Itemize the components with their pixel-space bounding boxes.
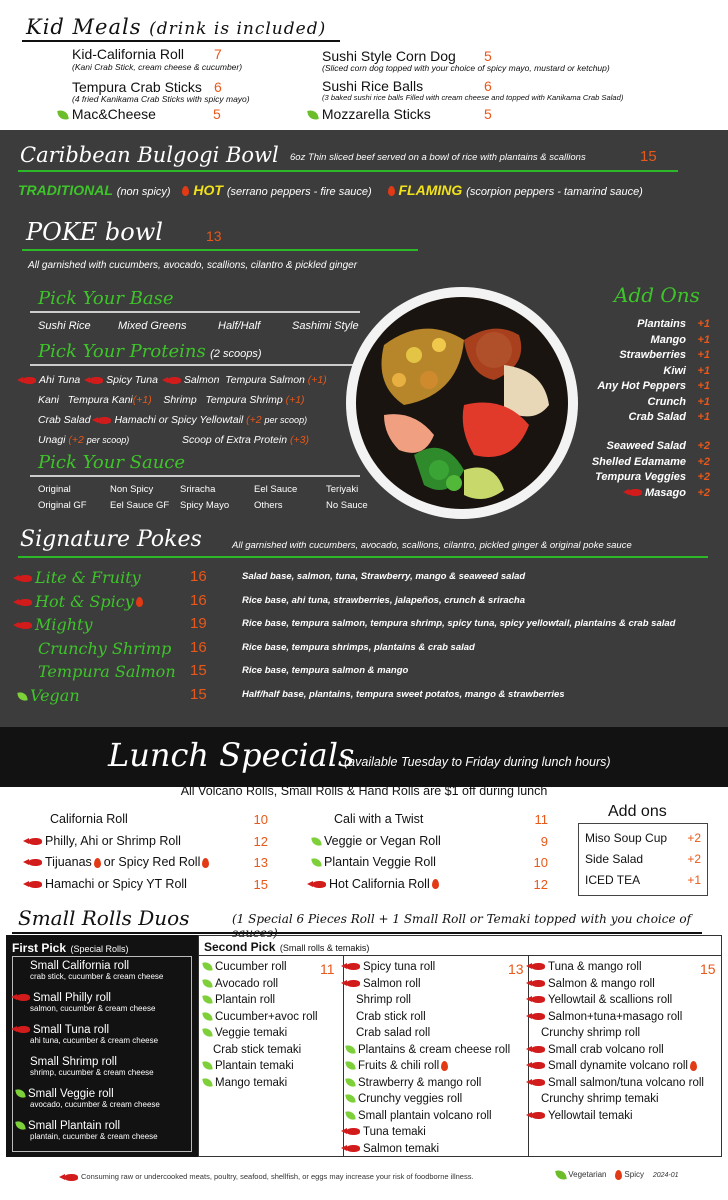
add-on-price: +1 xyxy=(697,380,710,392)
second-pick-item xyxy=(346,1060,526,1077)
first-pick-item xyxy=(16,1088,192,1120)
second-pick-item xyxy=(531,1077,721,1094)
lunch-item-name: Hamachi or Spicy YT Roll xyxy=(45,876,187,891)
raw-fish-icon xyxy=(531,1062,545,1069)
kid-item: Sushi Style Corn Dog 5 xyxy=(322,48,492,64)
lunch-addon xyxy=(585,870,701,891)
raw-fish-icon xyxy=(312,881,326,888)
kid-item: Mozzarella Sticks 5 xyxy=(308,106,431,122)
second-pick-name: Fruits & chili roll xyxy=(358,1060,440,1072)
spicy-flame-icon xyxy=(136,597,143,607)
first-pick-name-text: Small Tuna roll xyxy=(33,1024,110,1036)
second-pick-item xyxy=(346,1077,526,1094)
add-ons-list-2 xyxy=(540,440,710,502)
raw-fish-icon xyxy=(346,1128,360,1135)
kid-item: Kid-California Roll 7 xyxy=(72,46,222,62)
raw-fish-icon xyxy=(531,980,545,987)
first-pick-name-text: Small Philly roll xyxy=(33,992,111,1004)
vegetarian-leaf-icon xyxy=(345,1044,355,1054)
kid-item-desc: (4 fried Kanikama Crab Sticks with spicy mayo) xyxy=(72,94,250,104)
signature-desc: Rice base, tempura shrimps, plantains & crab salad xyxy=(242,641,475,653)
signature-name xyxy=(18,592,143,611)
footer-legend: Vegetarian Spicy 2024-01 xyxy=(556,1170,679,1180)
first-pick-item xyxy=(16,1056,192,1088)
lunch-item-price: 15 xyxy=(253,876,268,892)
first-pick-name-text: Small California roll xyxy=(30,960,130,972)
raw-fish-icon xyxy=(346,980,360,987)
bases: Sushi Rice Mixed Greens Half/Half Sashimi Style xyxy=(38,320,359,332)
lunch-addon xyxy=(585,849,701,870)
add-on-price: +1 xyxy=(697,411,710,423)
second-pick-item xyxy=(203,1011,343,1028)
kid-item: Sushi Rice Balls 6 xyxy=(322,78,492,94)
signature-name xyxy=(18,686,80,705)
add-on-price: +1 xyxy=(697,395,710,408)
first-pick-name-text: Small Plantain roll xyxy=(28,1120,121,1132)
first-pick-item xyxy=(16,1024,192,1056)
first-pick-name xyxy=(16,1024,192,1036)
lunch-item-price: 10 xyxy=(533,855,548,870)
second-pick-name: Avocado roll xyxy=(215,977,279,990)
second-pick-name: Yellowtail temaki xyxy=(548,1109,633,1122)
second-pick-title: Second Pick (Small rolls & temakis) xyxy=(204,940,370,954)
add-on-name: Strawberries xyxy=(619,349,686,361)
first-pick-name xyxy=(16,992,192,1004)
vegetarian-leaf-icon xyxy=(311,857,321,867)
lunch-right-list xyxy=(312,812,548,898)
add-on-name: Tempura Veggies xyxy=(595,471,686,483)
lunch-banner: All Volcano Rolls, Small Rolls & Hand Rolls are $1 off during lunch xyxy=(180,784,548,798)
vegetarian-leaf-icon xyxy=(345,1077,355,1087)
first-pick-desc: salmon, cucumber & cream cheese xyxy=(30,1004,156,1013)
kid-meals-heading: Kid Meals xyxy=(26,15,142,39)
add-on-name: Mango xyxy=(650,333,686,346)
second-pick-item xyxy=(346,1011,526,1028)
signature-price: 19 xyxy=(190,615,207,632)
spicy-flame-icon xyxy=(441,1061,448,1071)
second-pick-name: Tuna temaki xyxy=(363,1126,426,1138)
raw-fish-icon xyxy=(531,963,545,970)
first-pick-desc: avocado, cucumber & cream cheese xyxy=(30,1100,160,1109)
add-on-price: +2 xyxy=(697,471,710,483)
lunch-item-name: Plantain Veggie Roll xyxy=(324,855,436,869)
pick-proteins-title: Pick Your Proteins (2 scoops) xyxy=(38,341,262,362)
second-pick-name: Crab stick roll xyxy=(356,1010,426,1023)
lunch-item-name: or Spicy Red Roll xyxy=(103,855,201,869)
second-pick-name: Salmon roll xyxy=(363,977,421,990)
vegetarian-leaf-icon xyxy=(555,1169,567,1181)
signature-item xyxy=(18,592,718,616)
lunch-addon-price: +1 xyxy=(687,873,701,887)
signature-name-text: Vegan xyxy=(30,685,80,705)
vegetarian-leaf-icon xyxy=(15,1121,25,1131)
second-pick-name: Crunchy veggies roll xyxy=(358,1093,463,1105)
second-pick-item xyxy=(346,1110,526,1127)
lunch-item xyxy=(28,834,268,856)
second-col-2 xyxy=(346,961,526,1159)
signature-list xyxy=(18,568,718,709)
second-pick-name: Small crab volcano roll xyxy=(548,1043,664,1056)
signature-price: 16 xyxy=(190,568,207,585)
first-pick-name-text: Small Shrimp roll xyxy=(30,1056,117,1068)
lunch-item xyxy=(28,812,268,834)
add-on-price: +1 xyxy=(697,333,710,346)
raw-fish-icon xyxy=(346,963,360,970)
vegetarian-leaf-icon xyxy=(307,110,319,122)
spice-levels: TRADITIONAL (non spicy) HOT (serrano peppers - fire sauce) FLAMING (scorpion peppers - tamarind sauce) xyxy=(18,182,643,198)
signature-name xyxy=(18,568,141,587)
first-pick-name xyxy=(16,1088,192,1100)
first-pick-desc: shrimp, cucumber & cream cheese xyxy=(30,1068,154,1077)
second-pick-name: Cucumber roll xyxy=(215,961,287,973)
add-on-name: Any Hot Peppers xyxy=(597,380,686,392)
add-ons-list-1 xyxy=(560,318,710,427)
raw-fish-icon xyxy=(28,881,42,888)
signature-price: 15 xyxy=(190,662,207,679)
signature-name-text: Tempura Salmon xyxy=(38,662,176,681)
first-pick-desc: ahi tuna, cucumber & cream cheese xyxy=(30,1036,159,1045)
signature-name-text: Lite & Fruity xyxy=(35,568,141,587)
add-ons-title: Add Ons xyxy=(614,283,700,307)
lunch-item-price: 12 xyxy=(533,876,548,892)
second-pick-item xyxy=(346,1044,526,1061)
second-pick-item xyxy=(531,1044,721,1061)
second-pick-item xyxy=(203,994,343,1011)
signature-price: 15 xyxy=(190,685,207,703)
second-pick-item xyxy=(531,961,721,978)
add-on-name: Crunch xyxy=(647,395,686,408)
add-on-item xyxy=(560,349,710,365)
vegetarian-leaf-icon xyxy=(57,110,69,122)
second-pick-name: Crab salad roll xyxy=(356,1027,431,1039)
lunch-item-name: Cali with a Twist xyxy=(334,812,424,826)
lunch-item xyxy=(312,834,548,856)
lunch-addon xyxy=(585,828,701,849)
raw-fish-icon xyxy=(531,1079,545,1086)
vegetarian-leaf-icon xyxy=(202,978,212,988)
vegetarian-leaf-icon xyxy=(15,1089,25,1099)
add-on-price: +1 xyxy=(697,318,710,330)
add-on-item xyxy=(560,411,710,427)
first-pick-name xyxy=(16,1120,192,1132)
lunch-item-price: 11 xyxy=(534,812,548,827)
spicy-flame-icon xyxy=(94,858,101,868)
lunch-note: (available Tuesday to Friday during lunch hours) xyxy=(344,755,611,769)
add-on-price: +1 xyxy=(697,349,710,361)
raw-fish-icon xyxy=(346,1145,360,1152)
spicy-flame-icon xyxy=(432,879,439,889)
second-pick-name: Yellowtail & scallions roll xyxy=(548,994,673,1006)
signature-desc: Rice base, ahi tuna, strawberries, jalapeños, crunch & sriracha xyxy=(242,594,526,606)
lunch-item xyxy=(312,877,548,899)
second-pick-name: Veggie temaki xyxy=(215,1027,288,1039)
second-pick-name: Spicy tuna roll xyxy=(363,961,436,973)
add-on-price: +2 xyxy=(697,440,710,452)
vegetarian-leaf-icon xyxy=(202,1028,212,1038)
proteins-row-3: Crab Salad Hamachi or Spicy Yellowtail (+2 per scoop) xyxy=(38,414,308,426)
signature-garnish: All garnished with cucumbers, avocado, scallions, cilantro, pickled ginger & original poke sauce xyxy=(232,540,632,551)
second-pick-name: Tuna & mango roll xyxy=(548,961,642,973)
second-pick-name: Crab stick temaki xyxy=(213,1043,302,1056)
lunch-item-name: Veggie or Vegan Roll xyxy=(324,833,441,848)
second-pick-item xyxy=(531,978,721,995)
col3-price: 15 xyxy=(700,961,716,977)
second-pick-name: Salmon & mango roll xyxy=(548,977,655,990)
add-on-name: Masago xyxy=(645,486,686,499)
signature-item xyxy=(18,686,718,710)
add-on-name: Plantains xyxy=(637,318,686,330)
lunch-item-name: California Roll xyxy=(50,812,128,826)
bulgogi-title: Caribbean Bulgogi Bowl xyxy=(20,143,279,167)
footer-warning: Consuming raw or undercooked meats, poultry, seafood, shellfish, or eggs may increase your risk of foodborne illness. xyxy=(64,1172,474,1181)
add-on-name: Seaweed Salad xyxy=(606,440,686,452)
raw-fish-icon xyxy=(531,1046,545,1053)
signature-name xyxy=(18,639,171,658)
raw-fish-icon xyxy=(89,377,103,384)
second-col-1 xyxy=(203,961,343,1093)
pick-sauce-title: Pick Your Sauce xyxy=(38,452,186,473)
second-pick-name: Small dynamite volcano roll xyxy=(548,1060,688,1072)
signature-desc: Rice base, tempura salmon, tempura shrimp, spicy tuna, spicy yellowtail, plantains & crab salad xyxy=(242,618,676,629)
kid-item-desc: (3 baked sushi rice balls Filled with cream cheese and topped with Kanikama Crab Salad) xyxy=(322,93,624,102)
add-on-name: Shelled Edamame xyxy=(591,455,686,468)
kid-meals-note: (drink is included) xyxy=(149,19,327,39)
add-on-item xyxy=(560,396,710,412)
second-pick-name: Plantains & cream cheese roll xyxy=(358,1043,511,1056)
kid-item: Mac&Cheese 5 xyxy=(58,106,156,122)
sauces-row-1: Original Non Spicy Sriracha Eel Sauce Teriyaki xyxy=(38,484,359,495)
second-pick-name: Small plantain volcano roll xyxy=(358,1109,492,1122)
poke-title: POKE bowl xyxy=(26,218,163,246)
second-pick-name: Strawberry & mango roll xyxy=(358,1076,482,1089)
col1-price: 11 xyxy=(320,961,335,977)
second-pick-name: Crunchy shrimp temaki xyxy=(541,1093,659,1105)
lunch-addons-box xyxy=(578,823,708,896)
second-pick-item xyxy=(203,1027,343,1044)
second-pick-item xyxy=(203,961,343,978)
first-pick-item xyxy=(16,960,192,992)
raw-fish-icon xyxy=(22,377,36,384)
add-on-item xyxy=(560,334,710,350)
signature-name xyxy=(18,662,176,681)
second-pick-name: Small salmon/tuna volcano roll xyxy=(548,1076,704,1089)
second-pick-name: Mango temaki xyxy=(215,1076,288,1089)
first-pick-item xyxy=(16,1120,192,1152)
first-pick-title: First Pick (Special Rolls) xyxy=(12,941,129,955)
add-on-name: Kiwi xyxy=(663,364,686,377)
lunch-item xyxy=(28,877,268,899)
spicy-flame-icon xyxy=(615,1170,622,1180)
second-pick-item xyxy=(531,1027,721,1044)
second-pick-item xyxy=(346,1126,526,1143)
raw-fish-icon xyxy=(628,489,642,496)
lunch-addon-price: +2 xyxy=(687,831,701,845)
first-pick-list xyxy=(16,960,192,1152)
raw-fish-icon xyxy=(531,1112,545,1119)
second-pick-item xyxy=(531,1110,721,1127)
first-pick-desc: plantain, cucumber & cream cheese xyxy=(30,1132,158,1141)
signature-item xyxy=(18,662,718,686)
vegetarian-leaf-icon xyxy=(202,1061,212,1071)
vegetarian-leaf-icon xyxy=(202,1077,212,1087)
raw-fish-icon xyxy=(167,377,181,384)
raw-fish-icon xyxy=(18,599,32,606)
col2-price: 13 xyxy=(508,961,524,977)
spicy-flame-icon xyxy=(388,186,395,196)
lunch-addon-price: +2 xyxy=(687,852,701,866)
vegetarian-leaf-icon xyxy=(202,962,212,972)
add-on-item xyxy=(560,318,710,334)
signature-item xyxy=(18,568,718,592)
signature-price: 16 xyxy=(190,591,207,609)
second-pick-name: Plantain roll xyxy=(215,994,276,1006)
add-on-item xyxy=(540,440,710,456)
lunch-item-price: 13 xyxy=(253,855,268,870)
lunch-addon-name: Miso Soup Cup xyxy=(585,831,668,845)
signature-name-text: Crunchy Shrimp xyxy=(38,638,172,658)
signature-desc: Salad base, salmon, tuna, Strawberry, mango & seaweed salad xyxy=(242,571,526,582)
add-on-item xyxy=(560,365,710,381)
second-pick-item xyxy=(531,1060,721,1077)
lunch-item xyxy=(28,855,268,877)
raw-fish-icon xyxy=(64,1174,78,1181)
second-pick-item xyxy=(203,978,343,995)
signature-title: Signature Pokes xyxy=(20,527,202,552)
second-pick-name: Salmon temaki xyxy=(363,1142,440,1155)
proteins-row-1: Ahi Tuna Spicy Tuna Salmon Tempura Salmon (+1) xyxy=(22,374,327,386)
add-on-name: Crab Salad xyxy=(628,411,686,423)
first-pick-name xyxy=(16,1056,192,1068)
second-pick-item xyxy=(531,994,721,1011)
spicy-flame-icon xyxy=(202,858,209,868)
second-pick-item xyxy=(346,1027,526,1044)
lunch-addon-name: ICED TEA xyxy=(585,873,641,887)
signature-desc: Half/half base, plantains, tempura sweet potatos, mango & strawberries xyxy=(242,688,565,700)
raw-fish-icon xyxy=(18,575,32,582)
second-pick-item xyxy=(203,1077,343,1094)
second-col-3 xyxy=(531,961,721,1126)
second-pick-name: Salmon+tuna+masago roll xyxy=(548,1010,683,1023)
second-pick-item xyxy=(531,1093,721,1110)
lunch-item-name: Hot California Roll xyxy=(329,876,430,891)
second-pick-item xyxy=(531,1011,721,1028)
bulgogi-price: 15 xyxy=(640,148,657,165)
signature-price: 16 xyxy=(190,638,207,656)
first-pick-name-text: Small Veggie roll xyxy=(28,1088,114,1100)
lunch-item-price: 12 xyxy=(253,833,268,849)
raw-fish-icon xyxy=(531,1013,545,1020)
signature-item xyxy=(18,615,718,639)
second-pick-name: Plantain temaki xyxy=(215,1060,294,1072)
lunch-item xyxy=(312,812,548,834)
signature-item xyxy=(18,639,718,663)
signature-name xyxy=(18,615,93,634)
add-on-price: +1 xyxy=(697,364,710,377)
vegetarian-leaf-icon xyxy=(202,995,212,1005)
lunch-addons-title: Add ons xyxy=(608,803,667,820)
raw-fish-icon xyxy=(18,622,32,629)
second-pick-item xyxy=(203,1044,343,1061)
raw-fish-icon xyxy=(16,994,30,1001)
lunch-left-list xyxy=(28,812,268,898)
vegetarian-leaf-icon xyxy=(17,691,27,701)
add-on-item xyxy=(560,380,710,396)
raw-fish-icon xyxy=(28,838,42,845)
second-pick-item xyxy=(346,961,526,978)
vegetarian-leaf-icon xyxy=(345,1094,355,1104)
second-pick-item xyxy=(346,994,526,1011)
first-pick-item xyxy=(16,992,192,1024)
bulgogi-desc: 6oz Thin sliced beef served on a bowl of rice with plantains & scallions xyxy=(290,152,586,163)
vegetarian-leaf-icon xyxy=(345,1061,355,1071)
add-on-item xyxy=(540,471,710,487)
kid-meals-title xyxy=(26,15,326,39)
second-pick-item xyxy=(346,1093,526,1110)
second-pick-item xyxy=(203,1060,343,1077)
add-on-item xyxy=(540,487,710,503)
add-on-price: +2 xyxy=(697,455,710,468)
raw-fish-icon xyxy=(28,859,42,866)
lunch-item-price: 9 xyxy=(540,833,548,849)
duos-note: (1 Special 6 Pieces Roll + 1 Small Roll or Temaki topped with you choice of xyxy=(232,912,692,926)
add-on-item xyxy=(540,456,710,472)
second-pick-item xyxy=(346,1143,526,1160)
proteins-row-4: Unagi (+2 per scoop) Scoop of Extra Protein (+3) xyxy=(38,434,309,446)
second-pick-name: Shrimp roll xyxy=(356,994,411,1006)
second-pick-name: Cucumber+avoc roll xyxy=(215,1010,318,1023)
vegetarian-leaf-icon xyxy=(311,836,321,846)
first-pick-desc: crab stick, cucumber & cream cheese xyxy=(30,972,164,981)
pick-base-title: Pick Your Base xyxy=(38,288,174,309)
kid-item-desc: (Sliced corn dog topped with your choice of spicy mayo, mustard or ketchup) xyxy=(322,63,610,73)
kid-item-desc: (Kani Crab Stick, cream cheese & cucumber) xyxy=(72,62,243,72)
raw-fish-icon xyxy=(16,1026,30,1033)
poke-price: 13 xyxy=(206,228,222,244)
kid-item: Tempura Crab Sticks 6 xyxy=(72,79,222,95)
second-pick-item xyxy=(346,978,526,995)
sauces-row-2: Original GF Eel Sauce GF Spicy Mayo Others No Sauce xyxy=(38,500,368,511)
vegetarian-leaf-icon xyxy=(345,1110,355,1120)
raw-fish-icon xyxy=(97,417,111,424)
vegetarian-leaf-icon xyxy=(202,1011,212,1021)
spicy-flame-icon xyxy=(182,186,189,196)
lunch-addon-name: Side Salad xyxy=(585,852,644,866)
duos-title: Small Rolls Duos xyxy=(18,906,190,930)
lunch-item-price: 10 xyxy=(253,812,268,827)
lunch-item-name: Tijuanas xyxy=(45,855,92,869)
add-on-price: +2 xyxy=(697,486,710,499)
signature-name-text: Mighty xyxy=(35,615,93,634)
signature-desc: Rice base, tempura salmon & mango xyxy=(242,665,409,676)
proteins-row-2: Kani Tempura Kani(+1) Shrimp Tempura Shrimp (+1) xyxy=(38,394,305,406)
lunch-title: Lunch Specials xyxy=(108,736,355,774)
poke-garnish: All garnished with cucumbers, avocado, scallions, cilantro & pickled ginger xyxy=(28,260,358,271)
raw-fish-icon xyxy=(531,996,545,1003)
lunch-item xyxy=(312,855,548,877)
signature-name-text: Hot & Spicy xyxy=(35,591,134,611)
spicy-flame-icon xyxy=(690,1061,697,1071)
second-pick-name: Crunchy shrimp roll xyxy=(541,1027,641,1039)
first-pick-name xyxy=(16,960,192,972)
lunch-item-name: Philly, Ahi or Shrimp Roll xyxy=(45,833,181,848)
